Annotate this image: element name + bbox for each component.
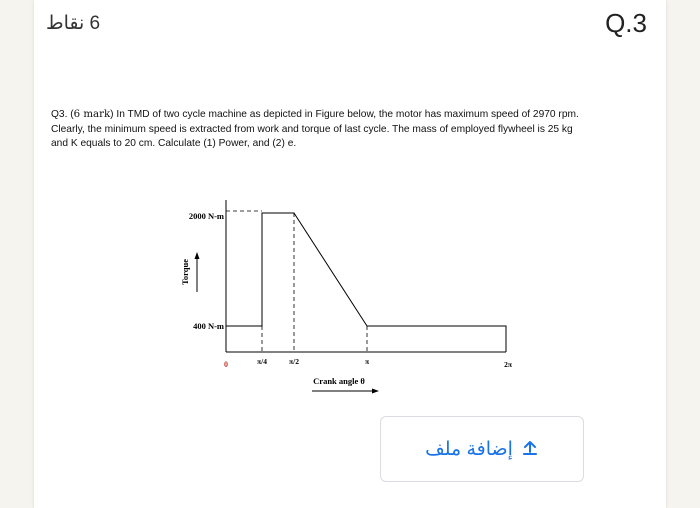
tick-pi: π (364, 357, 370, 366)
add-file-label: إضافة ملف (425, 438, 513, 460)
upload-icon (521, 440, 539, 458)
x-axis-arrowhead (372, 389, 379, 394)
y-axis-label: Torque (180, 259, 190, 285)
points-label: 6 نقاط (46, 13, 101, 34)
y-axis-arrowhead (195, 252, 200, 259)
question-number: Q.3 (605, 8, 647, 38)
question-body: ) In TMD of two cycle machine as depicted in Figure below, the motor has maximum speed of 2970 rpm. Clearly, the minimum speed is extracted from work and torque of last cycle. The mass of employed flywheel is 25 kg and K equals to 20 cm. Calculate (1) Power, and (2) e. (51, 109, 579, 149)
tick-pi2: π/2 (289, 357, 299, 366)
torque-high-label: 2000 N-m (188, 211, 224, 221)
torque-low-label: 400 N-m (193, 321, 224, 331)
torque-curve (226, 213, 506, 352)
question-mark: 6 mark (73, 109, 111, 120)
question-prefix: Q3. ( (51, 109, 74, 120)
tick-pi4: π/4 (257, 357, 267, 366)
x-axis-label: Crank angle θ (313, 376, 365, 386)
add-file-button[interactable] (380, 416, 584, 482)
tick-2pi: 2π (504, 360, 512, 369)
tick-0: 0 (224, 360, 228, 369)
